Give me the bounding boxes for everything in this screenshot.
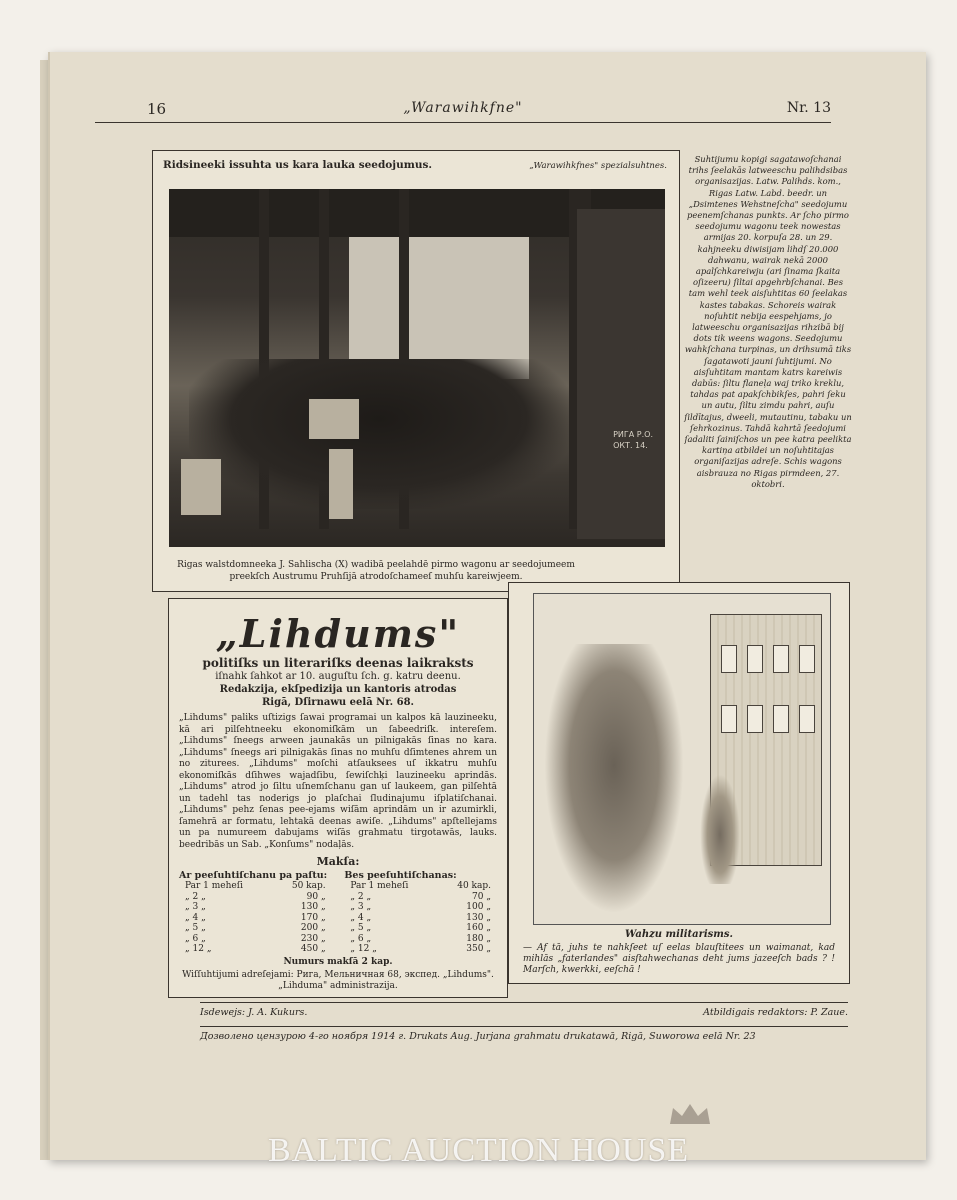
ad-body: „Lihdums" paliks uſtizigs ſawai programai un kalpos kā lauzineeku, kā ari pilſehtneeku ekonomiſkām un ſabeedriſk. intereſem. „Lihdums" ſneegs arween jaunakās un pilnigakās ſinas no kara. „Lihdums" ſneegs ari pilnigakās ſinas no muhſu dſimtenes ahrem un no ziturees. „Lihdums" moſchi atſauksees uſ ikkatru muhſu ekonomiſkās dſihwes wajadſibu, ſewiſchķi lauzineeku aprindās. „Lihdums" atrod jo ſiltu uſnemſchanu gan uſ laukeem, gan pilſehtā un tadehl tas noderigs jo plaſchai ſludinajumu iſplatiſchanai. „Lihdums" pehz ſenas pee-ejams wiſām aprindām un ir azumirkli, ſamehrā ar formatu, lehtakā deenas awiſe. „Lihdums" apſtellejams un pa numureem dabujams wiſās grahmatu tirgotawās, lauks. beedribās un Sab. „Konſums" nodaļās. <box>179 713 497 850</box>
price-row: „ 12 „ 350 „ <box>350 944 491 954</box>
page-header <box>95 100 831 123</box>
crate <box>181 459 221 515</box>
imprint <box>200 1002 848 1019</box>
photo-caption: Rigas walstdomneeka J. Sahlischa (X) wadibā peelahdē pirmo wagonu ar seedojumeem preekſch Austrumu Pruhſijā atrodoſchameeſ muhſu kareiwjeem. <box>177 560 575 582</box>
price-row: „ 6 „ 180 „ <box>350 933 491 944</box>
lihdums-advertisement <box>168 598 508 998</box>
photo-article <box>152 150 680 592</box>
cartoon-title: Wahzu militarisms. <box>624 929 733 940</box>
masthead-title: „Warawihkfne" <box>403 100 523 116</box>
price-row: Par 1 meheſi 50 kap. <box>185 881 326 891</box>
cartoon-caption: — Af tā, juhs te nahkſeet uſ eelas blauſtitees un waimanat, kad mihlās „faterlandes" aisſtahwechanas deht jums jazeeſch bads ? ! Marſch, kwerkki, eeſchā ! <box>523 943 835 975</box>
crowd <box>189 359 569 509</box>
price-column-heading: Bes peeſuhtiſchanas: <box>344 870 457 881</box>
railway-photo <box>169 189 665 547</box>
freight-wagon <box>577 209 665 539</box>
side-article: Suhtijumu kopigi sagatawoſchanai trihs ſeelakās latweeschu palihdsibas organisazijas. Latw. Palihds. kom., Rigas Latw. Labd. beedr. un „Dsimtenes Wehstneſcha" seedojumu peenemſchanas punkts. Ar ſcho pirmo seedojumu wagonu teek nowestas armijas 20. korpuſa 28. un 29. kahjneeku diwisijam lihdſ 20.000 dahwanu, wairak nekā 2000 apalſchkareiwju (ari ſinama ſkaita oſizeeru) ſiltai apgehrbſchanai. Bes tam wehl teek aisſuhtitas 60 ſeelakas kastes tabakas. Schoreis wairak noſuhtit nebija eespehjams, jo latweeschu organisazijas rihzibā bij dots tik weens wagons. Seedojumu wahkſchana turpinas, un drihsumā tiks ſagatawoti jauni ſuhtijumi. No aisſuhtitam mantam katrs kareiwis dabūs: ſiltu flaneļa waj triko kreklu, tahdas pat apakſchbikſes, pahri ſeku un autu, ſiltu zimdu pahri, auſu ſildītajus, dweeli, mutautinu, tabaku un ſehrkozinus. Tahdā kahrtā ſeedojumi ſadaliti ſainiſchos un pee katra peelikta kartiņa atbildei un noſuhtitajas organiſazijas adreſe. Schis wagons aisbrauza no Rigas pirmdeen, 27. oktobri. <box>684 154 852 489</box>
price-row: „ 4 „ 130 „ <box>350 912 491 923</box>
ad-line: Rigā, Dſirnawu eelā Nr. 68. <box>261 697 415 708</box>
ad-address: Wiſſuhtijumi adreſejami: Рига, Мельничная 68, экспед. „Lihdums". „Lihduma" administrazija. <box>182 969 494 991</box>
ad-subtitle: politiſks un literariſks deenas laikraksts <box>202 656 474 670</box>
auction-watermark: BALTIC AUCTION HOUSE <box>267 1132 690 1169</box>
price-row: „ 3 „ 130 „ <box>185 902 326 912</box>
editor: Atbildigais redaktors: P. Zaue. <box>703 1007 848 1018</box>
wagon-label: РИГА Р.О. ОКТ. 14. <box>613 430 653 450</box>
cartoon-soldier-and-mother <box>544 644 684 914</box>
price-row: „ 2 „ 90 „ <box>185 891 326 902</box>
price-column-heading: Ar peeſuhtiſchanu pa paſtu: <box>179 870 328 881</box>
price-row: „ 2 „ 70 „ <box>350 891 491 902</box>
ad-line: Redakzija, ekſpedizija un kantoris atrodas <box>219 684 457 695</box>
publisher: Isdewejs: J. A. Kukurs. <box>200 1007 308 1018</box>
photo-sky <box>349 229 529 379</box>
price-row: „ 12 „ 450 „ <box>185 944 326 954</box>
price-row: „ 5 „ 200 „ <box>185 923 326 933</box>
ad-title: „Lihdums" <box>215 611 461 656</box>
crown-icon <box>665 1100 715 1128</box>
price-row: „ 4 „ 170 „ <box>185 912 326 923</box>
censor-line: Дозволено цензурою 4-го ноября 1914 г. Drukats Aug. Jurjana grahmatu drukatawā, Rigā, Suworowa eelā Nr. 23 <box>200 1026 848 1042</box>
price-table <box>179 870 497 955</box>
cartoon-child <box>700 774 740 884</box>
price-heading: Makſa: <box>316 855 360 868</box>
photo-headline: Ridsineeki issuhta us kara lauka seedojumus. <box>163 159 433 171</box>
photo-credit: „Warawihkfnes" spezialsuhtnes. <box>529 161 667 171</box>
issue-number: Nr. 13 <box>786 100 831 116</box>
single-issue-price: Numurs makſā 2 kap. <box>283 956 393 967</box>
ad-line: iſnahk ſahkot ar 10. auguſtu ſch. g. katru deenu. <box>215 671 461 682</box>
page-number: 16 <box>147 100 167 118</box>
cartoon-drawing <box>533 593 831 925</box>
price-column-no-post <box>344 870 497 955</box>
crate <box>329 449 353 519</box>
price-column-post <box>179 870 332 955</box>
crate <box>309 399 359 439</box>
cartoon-panel <box>508 582 850 984</box>
price-row: „ 5 „ 160 „ <box>350 923 491 933</box>
price-row: Par 1 meheſi 40 kap. <box>350 881 491 891</box>
price-row: „ 6 „ 230 „ <box>185 933 326 944</box>
price-row: „ 3 „ 100 „ <box>350 902 491 912</box>
